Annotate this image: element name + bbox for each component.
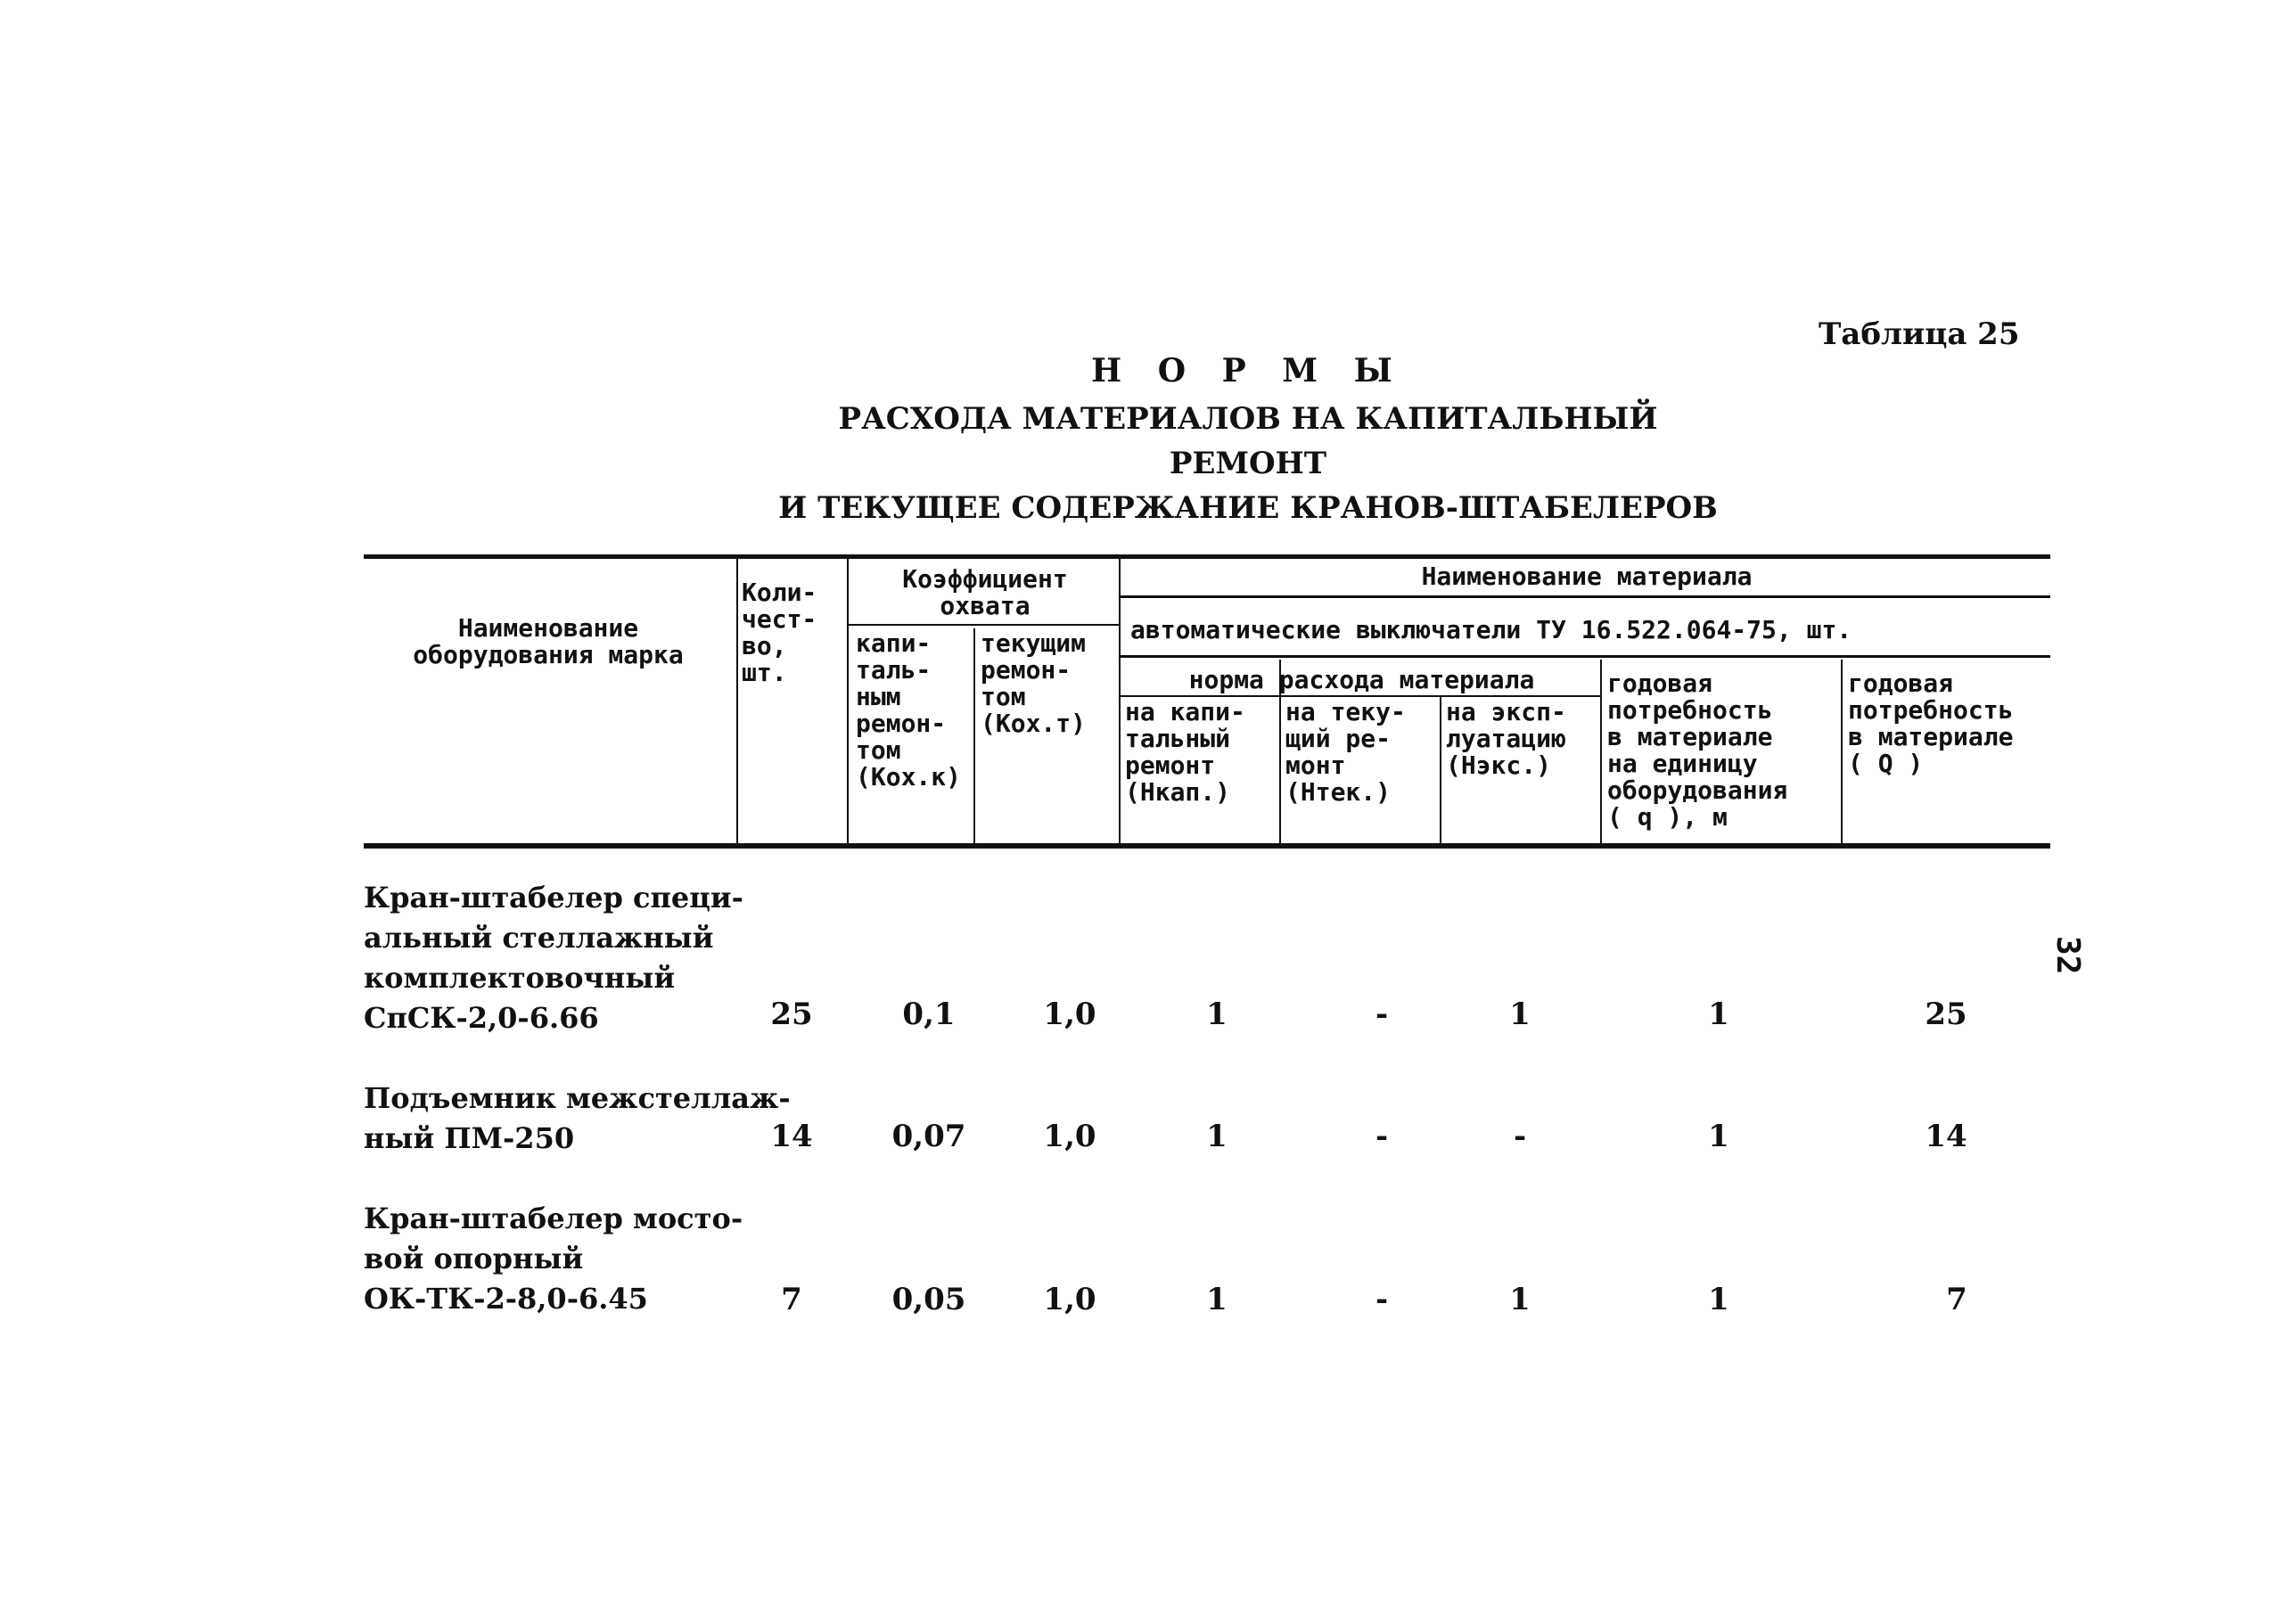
col-divider-7: [1600, 660, 1602, 843]
table-top-rule: [364, 554, 2050, 559]
material-spec-rule: [1119, 655, 2050, 658]
cell-k-current: 1,0: [1043, 1119, 1096, 1154]
header-equipment-name: Наименование оборудования марка: [413, 613, 684, 669]
cell-annual-unit: 1: [1708, 1282, 1729, 1317]
col-divider-1: [736, 556, 738, 843]
cell-annual-total: 7: [1946, 1282, 1967, 1317]
col-divider-6: [1440, 695, 1441, 843]
row-name-line: СпСК-2,0-6.66: [364, 1001, 599, 1035]
header-material-spec: автоматические выключатели ТУ 16.522.064-75, шт.: [1130, 615, 1852, 644]
page-number: 32: [2049, 936, 2086, 975]
cell-norm-capital: 1: [1206, 1119, 1228, 1154]
row-equipment-name: [364, 1079, 791, 1159]
cell-annual-total: 25: [1925, 997, 1967, 1032]
col-divider-3: [973, 628, 975, 843]
cell-k-capital: 0,07: [891, 1119, 966, 1154]
header-material-name: Наименование материала: [1421, 562, 1753, 591]
title-line-3: И ТЕКУЩЕЕ СОДЕРЖАНИЕ КРАНОВ-ШТАБЕЛЕРОВ: [778, 490, 1718, 526]
material-name-rule: [1119, 595, 2050, 598]
row-equipment-name: [364, 1199, 743, 1319]
row-name-line: Кран-штабелер мосто-: [364, 1202, 743, 1235]
table-label: Таблица 25: [1819, 316, 2020, 352]
header-coverage-coefficient: Коэффициент охвата: [902, 564, 1068, 620]
cell-norm-operation: -: [1513, 1119, 1527, 1154]
title-line-1: Н О Р М Ы: [1091, 352, 1405, 390]
cell-norm-current: -: [1375, 1119, 1389, 1154]
cell-norm-current: -: [1375, 1282, 1389, 1317]
header-norm-operation: на эксп- луатацию (Нэкс.): [1446, 697, 1566, 780]
row-name-line: комплектовочный: [364, 961, 676, 995]
header-current-repair: текущим ремон- том (Кох.т): [981, 628, 1087, 738]
col-divider-8: [1841, 660, 1843, 843]
cell-k-capital: 0,1: [902, 997, 956, 1032]
row-name-line: ОК-ТК-2-8,0-6.45: [364, 1282, 648, 1316]
header-norm-group: норма расхода материала: [1188, 665, 1535, 694]
cell-quantity: 14: [770, 1119, 813, 1154]
cell-norm-current: -: [1375, 997, 1389, 1032]
cell-k-capital: 0,05: [891, 1282, 966, 1317]
document-title: [758, 352, 1738, 530]
col-divider-2: [847, 556, 849, 843]
cell-quantity: 7: [781, 1282, 802, 1317]
cell-quantity: 25: [770, 997, 813, 1032]
row-name-line: Подъемник межстеллаж-: [364, 1081, 791, 1115]
cell-k-current: 1,0: [1043, 1282, 1096, 1317]
cell-annual-total: 14: [1925, 1119, 1967, 1154]
cell-norm-capital: 1: [1206, 997, 1228, 1032]
col-divider-4: [1119, 556, 1121, 843]
cell-k-current: 1,0: [1043, 997, 1096, 1032]
header-norm-current: на теку- щий ре- монт (Нтек.): [1285, 697, 1406, 807]
row-name-line: вой опорный: [364, 1242, 584, 1275]
coefficient-rule: [847, 624, 1119, 626]
row-name-line: ный ПМ-250: [364, 1121, 575, 1155]
header-quantity: Коли- чест- во, шт.: [742, 578, 817, 687]
header-annual-total: годовая потребность в материале ( Q ): [1848, 668, 2014, 778]
header-annual-unit: годовая потребность в материале на единицу оборудования ( q ), м: [1607, 668, 1788, 832]
row-name-line: альный стеллажный: [364, 921, 714, 955]
header-capital-repair: капи- таль- ным ремон- том (Кох.к): [856, 628, 962, 791]
title-line-2: РАСХОДА МАТЕРИАЛОВ НА КАПИТАЛЬНЫЙ РЕМОНТ: [838, 401, 1658, 481]
cell-norm-operation: 1: [1509, 1282, 1531, 1317]
row-equipment-name: [364, 878, 743, 1038]
row-name-line: Кран-штабелер специ-: [364, 881, 743, 915]
cell-norm-capital: 1: [1206, 1282, 1228, 1317]
cell-annual-unit: 1: [1708, 1119, 1729, 1154]
header-norm-capital: на капи- тальный ремонт (Нкап.): [1125, 697, 1245, 807]
cell-norm-operation: 1: [1509, 997, 1531, 1032]
header-bottom-rule: [364, 843, 2050, 849]
cell-annual-unit: 1: [1708, 997, 1729, 1032]
